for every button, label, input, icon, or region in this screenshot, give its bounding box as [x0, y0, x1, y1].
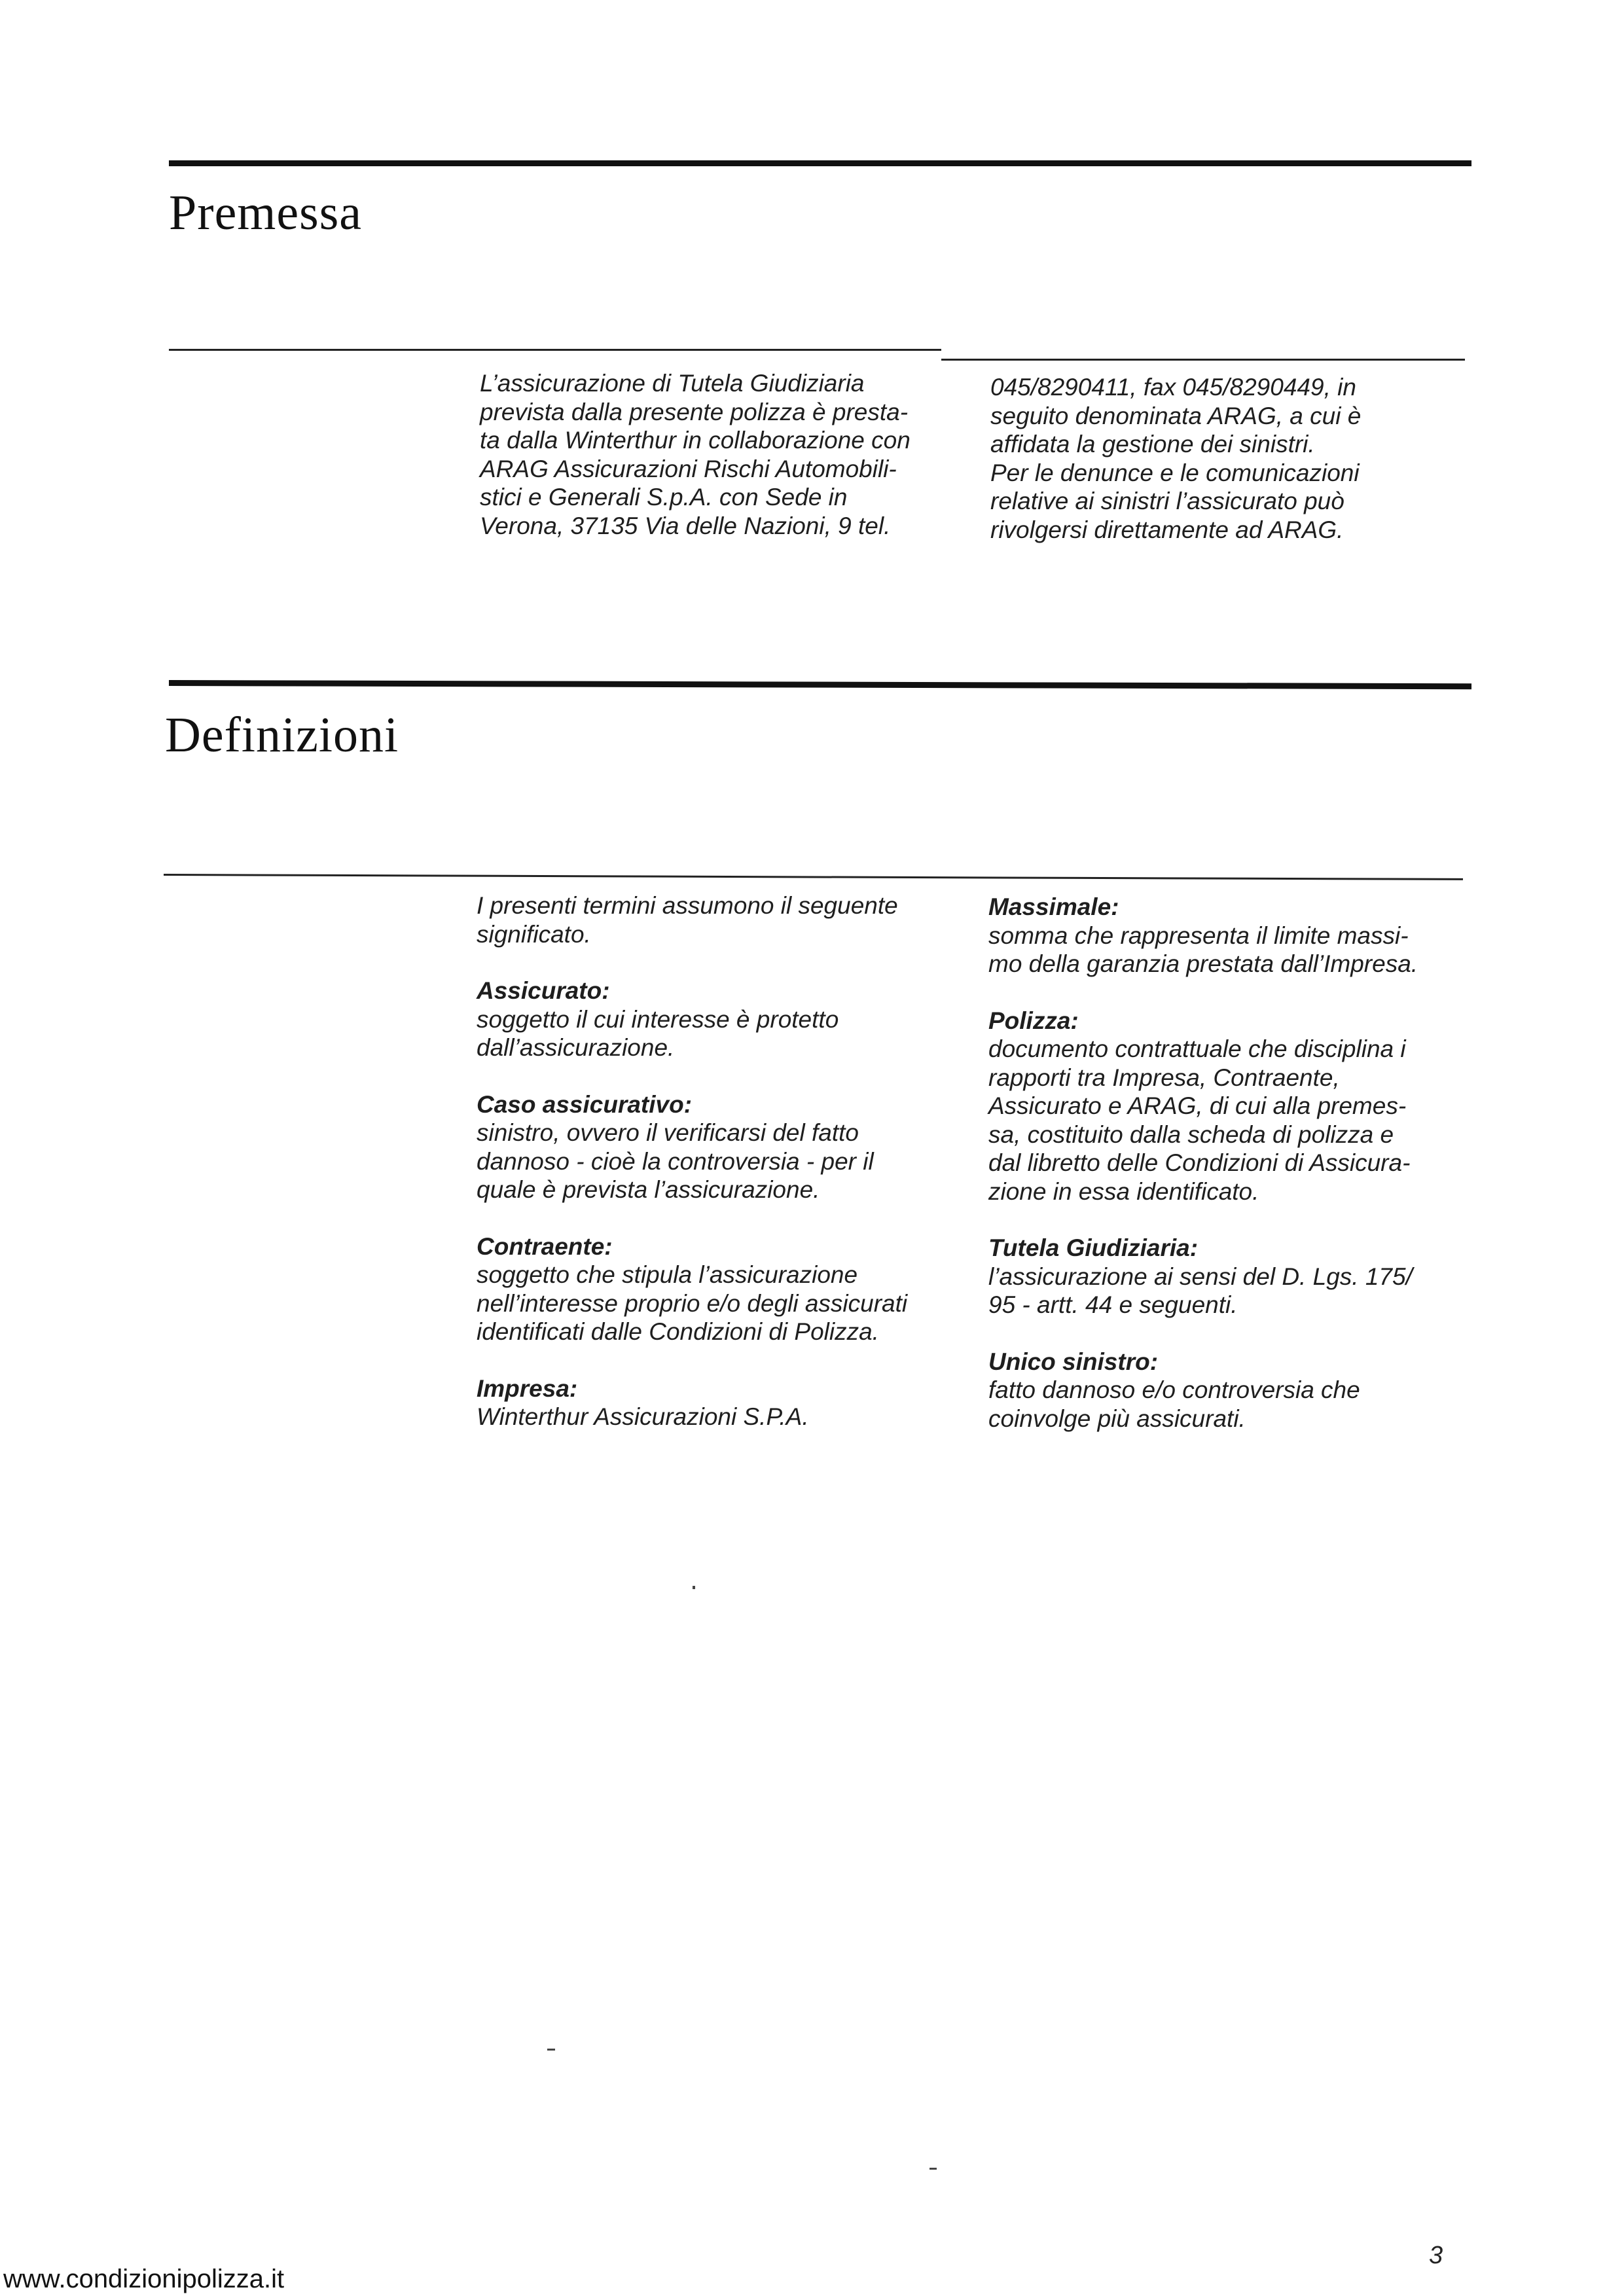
definition-term: Tutela Giudiziaria: — [988, 1234, 1199, 1261]
scan-speck — [693, 1586, 695, 1589]
definition-impresa — [477, 1374, 907, 1431]
page-number: 3 — [1429, 2242, 1443, 2269]
text-line: somma che rappresenta il limite massi- — [988, 922, 1409, 949]
text-line: relative ai sinistri l’assicurato può — [990, 488, 1344, 514]
definition-caso-assicurativo — [477, 1090, 907, 1204]
definition-contraente — [477, 1232, 907, 1346]
definition-term: Contraente: — [477, 1232, 613, 1260]
text-line: rivolgersi direttamente ad ARAG. — [990, 516, 1344, 543]
definition-term: Assicurato: — [477, 977, 610, 1004]
definizioni-intro — [477, 891, 907, 948]
definition-unico-sinistro — [988, 1348, 1418, 1433]
text-line: identificati dalle Condizioni di Polizza. — [477, 1318, 879, 1345]
text-line: fatto dannoso e/o controversia che — [988, 1376, 1360, 1403]
text-line: soggetto che stipula l’assicurazione — [477, 1261, 858, 1288]
text-line: dall’assicurazione. — [477, 1034, 675, 1061]
text-line: coinvolge più assicurati. — [988, 1405, 1246, 1432]
premessa-left-column — [480, 369, 911, 540]
definition-term: Massimale: — [988, 893, 1119, 920]
definizioni-text-rule — [164, 874, 1463, 880]
scan-speck — [929, 2168, 937, 2170]
premessa-text-rule-left — [169, 349, 941, 351]
definizioni-left-column — [477, 891, 907, 1460]
definition-term: Unico sinistro: — [988, 1348, 1159, 1375]
definizioni-heading: Definizioni — [165, 708, 399, 762]
text-line: documento contrattuale che disciplina i — [988, 1035, 1406, 1062]
definizioni-top-rule — [169, 680, 1471, 689]
definition-term: Caso assicurativo: — [477, 1090, 693, 1118]
definizioni-right-column — [988, 893, 1418, 1461]
definition-massimale — [988, 893, 1418, 978]
text-line: quale è prevista l’assicurazione. — [477, 1176, 820, 1203]
text-line: sinistro, ovvero il verificarsi del fatto — [477, 1119, 859, 1146]
text-line: dannoso - cioè la controversia - per il — [477, 1147, 874, 1175]
text-line: l’assicurazione ai sensi del D. Lgs. 175/ — [988, 1263, 1413, 1290]
text-line: ta dalla Winterthur in collaborazione con — [480, 427, 911, 454]
text-line: Verona, 37135 Via delle Nazioni, 9 tel. — [480, 512, 891, 539]
text-line: Per le denunce e le comunicazioni — [990, 459, 1360, 486]
text-line: L’assicurazione di Tutela Giudiziaria — [480, 370, 865, 397]
text-line: sa, costituito dalla scheda di polizza e — [988, 1121, 1394, 1148]
footer-url: www.condizionipolizza.it — [3, 2265, 285, 2293]
definition-term: Impresa: — [477, 1374, 578, 1402]
text-line: Winterthur Assicurazioni S.P.A. — [477, 1403, 809, 1430]
text-line: stici e Generali S.p.A. con Sede in — [480, 484, 848, 511]
text-line: 045/8290411, fax 045/8290449, in — [990, 374, 1356, 401]
text-line: prevista dalla presente polizza è presta- — [480, 398, 909, 425]
text-line: affidata la gestione dei sinistri. — [990, 431, 1315, 457]
text-line: nell’interesse proprio e/o degli assicurati — [477, 1289, 908, 1317]
definition-polizza — [988, 1007, 1418, 1206]
premessa-heading: Premessa — [169, 185, 363, 240]
text-line: significato. — [477, 920, 591, 948]
scan-speck — [547, 2049, 555, 2051]
definition-assicurato — [477, 977, 907, 1062]
premessa-right-column — [990, 373, 1361, 544]
text-line: soggetto il cui interesse è protetto — [477, 1005, 839, 1033]
text-line: rapporti tra Impresa, Contraente, — [988, 1064, 1340, 1091]
text-line: dal libretto delle Condizioni di Assicura- — [988, 1149, 1411, 1176]
text-line: mo della garanzia prestata dall’Impresa. — [988, 950, 1418, 977]
text-line: 95 - artt. 44 e seguenti. — [988, 1291, 1238, 1318]
text-line: zione in essa identificato. — [988, 1177, 1259, 1205]
premessa-top-rule — [169, 160, 1471, 166]
premessa-text-rule-right — [941, 359, 1465, 361]
text-line: seguito denominata ARAG, a cui è — [990, 402, 1362, 429]
text-line: I presenti termini assumono il seguente — [477, 892, 898, 919]
definition-tutela-giudiziaria — [988, 1234, 1418, 1319]
text-line: Assicurato e ARAG, di cui alla premes- — [988, 1092, 1407, 1119]
text-line: ARAG Assicurazioni Rischi Automobili- — [480, 455, 897, 482]
definition-term: Polizza: — [988, 1007, 1079, 1034]
